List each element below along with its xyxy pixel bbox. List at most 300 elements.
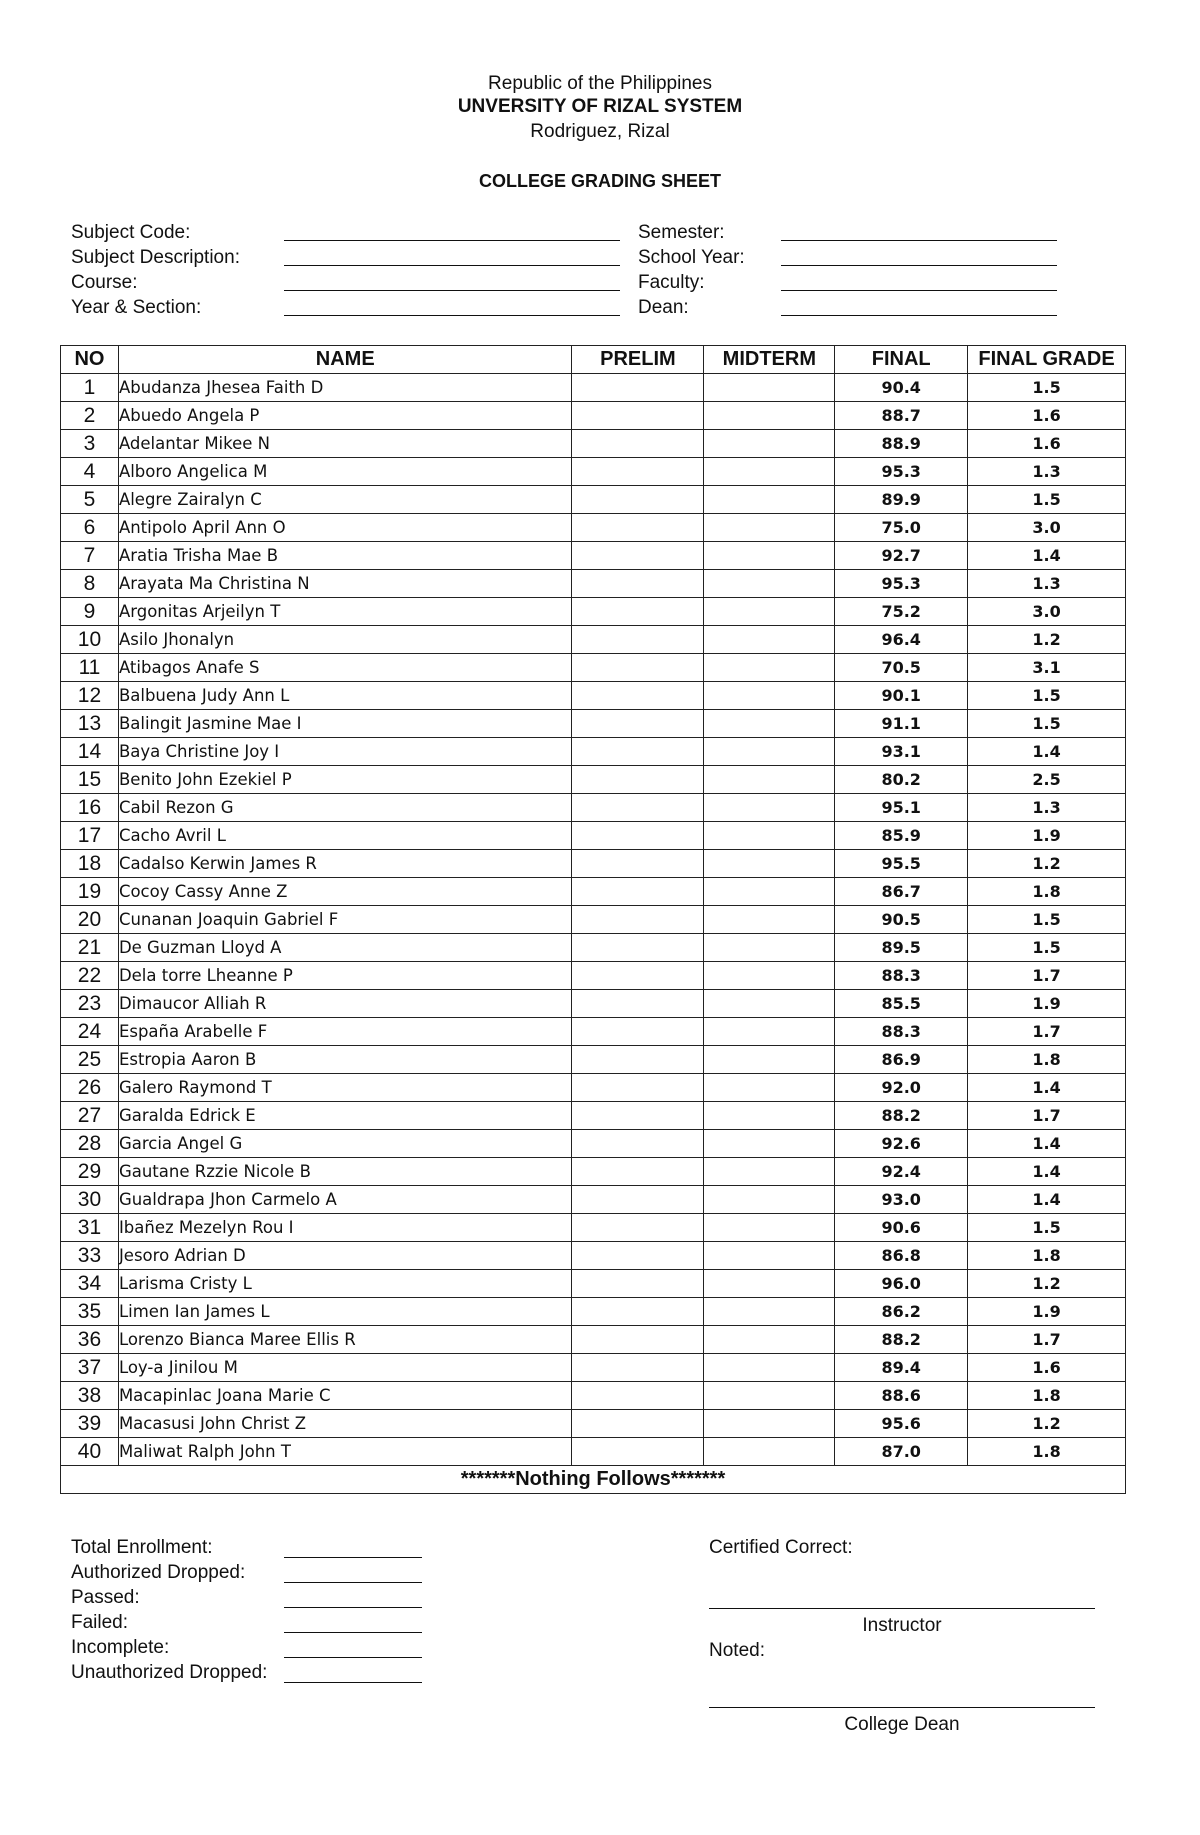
final-grade: 1.3 [968, 458, 1126, 486]
prelim-cell[interactable] [572, 794, 704, 822]
prelim-cell[interactable] [572, 1270, 704, 1298]
midterm-cell[interactable] [704, 1130, 835, 1158]
midterm-cell[interactable] [704, 738, 835, 766]
row-number: 5 [61, 486, 119, 514]
authorized-dropped-field[interactable] [284, 1582, 422, 1583]
row-number: 21 [61, 934, 119, 962]
authorized-dropped-label: Authorized Dropped: [71, 1562, 246, 1583]
table-row [61, 990, 1126, 1018]
semester-field[interactable] [781, 240, 1057, 241]
final-score: 88.2 [835, 1326, 968, 1354]
prelim-cell[interactable] [572, 962, 704, 990]
table-row [61, 654, 1126, 682]
final-score: 92.4 [835, 1158, 968, 1186]
final-grade: 1.4 [968, 542, 1126, 570]
student-name: Cacho Avril L [118, 822, 572, 850]
row-number: 35 [61, 1298, 119, 1326]
midterm-cell[interactable] [704, 430, 835, 458]
row-number: 28 [61, 1130, 119, 1158]
final-score: 90.1 [835, 682, 968, 710]
prelim-cell[interactable] [572, 878, 704, 906]
semester-label: Semester: [638, 222, 725, 243]
final-grade: 1.9 [968, 990, 1126, 1018]
subject-code-label: Subject Code: [71, 222, 191, 243]
student-name: Abuedo Angela P [118, 402, 572, 430]
final-score: 92.6 [835, 1130, 968, 1158]
faculty-field[interactable] [781, 290, 1057, 291]
student-name: De Guzman Lloyd A [118, 934, 572, 962]
midterm-cell[interactable] [704, 374, 835, 402]
header-no: NO [61, 346, 119, 374]
student-name: Macasusi John Christ Z [118, 1410, 572, 1438]
final-score: 95.1 [835, 794, 968, 822]
midterm-cell[interactable] [704, 1270, 835, 1298]
table-row [61, 738, 1126, 766]
final-score: 80.2 [835, 766, 968, 794]
dean-label: Dean: [638, 297, 689, 318]
final-grade: 1.2 [968, 1270, 1126, 1298]
table-row [61, 1410, 1126, 1438]
final-score: 93.1 [835, 738, 968, 766]
table-row [61, 570, 1126, 598]
student-name: Dela torre Lheanne P [118, 962, 572, 990]
prelim-cell[interactable] [572, 458, 704, 486]
midterm-cell[interactable] [704, 1018, 835, 1046]
midterm-cell[interactable] [704, 514, 835, 542]
final-grade: 1.8 [968, 1242, 1126, 1270]
midterm-cell[interactable] [704, 570, 835, 598]
final-score: 88.9 [835, 430, 968, 458]
midterm-cell[interactable] [704, 598, 835, 626]
student-name: Abudanza Jhesea Faith D [118, 374, 572, 402]
final-grade: 1.2 [968, 850, 1126, 878]
student-name: Estropia Aaron B [118, 1046, 572, 1074]
prelim-cell[interactable] [572, 1242, 704, 1270]
student-name: Ibañez Mezelyn Rou I [118, 1214, 572, 1242]
row-number: 36 [61, 1326, 119, 1354]
prelim-cell[interactable] [572, 906, 704, 934]
final-grade: 1.7 [968, 1326, 1126, 1354]
table-row [61, 374, 1126, 402]
prelim-cell[interactable] [572, 1410, 704, 1438]
table-row [61, 1130, 1126, 1158]
final-score: 87.0 [835, 1438, 968, 1466]
table-row [61, 766, 1126, 794]
incomplete-label: Incomplete: [71, 1637, 170, 1658]
table-row [61, 458, 1126, 486]
midterm-cell[interactable] [704, 1186, 835, 1214]
final-grade: 1.5 [968, 906, 1126, 934]
student-name: Alboro Angelica M [118, 458, 572, 486]
failed-field[interactable] [284, 1632, 422, 1633]
final-score: 75.2 [835, 598, 968, 626]
noted-label: Noted: [709, 1640, 765, 1661]
student-name: Argonitas Arjeilyn T [118, 598, 572, 626]
prelim-cell[interactable] [572, 1046, 704, 1074]
dean-field[interactable] [781, 315, 1057, 316]
table-row [61, 1354, 1126, 1382]
student-name: Aratia Trisha Mae B [118, 542, 572, 570]
final-grade: 1.3 [968, 570, 1126, 598]
prelim-cell[interactable] [572, 1214, 704, 1242]
final-grade: 3.1 [968, 654, 1126, 682]
sheet-title: COLLEGE GRADING SHEET [478, 171, 721, 191]
table-row [61, 598, 1126, 626]
final-grade: 1.8 [968, 878, 1126, 906]
faculty-label: Faculty: [638, 272, 705, 293]
campus-location: Rodriguez, Rizal [530, 121, 670, 142]
final-grade: 1.7 [968, 1018, 1126, 1046]
instructor-label: Instructor [862, 1615, 942, 1636]
student-name: Galero Raymond T [118, 1074, 572, 1102]
student-name: Adelantar Mikee N [118, 430, 572, 458]
final-grade: 1.5 [968, 374, 1126, 402]
prelim-cell[interactable] [572, 1158, 704, 1186]
student-name: Gualdrapa Jhon Carmelo A [118, 1186, 572, 1214]
table-row [61, 906, 1126, 934]
header-final-grade: FINAL GRADE [968, 346, 1126, 374]
final-score: 93.0 [835, 1186, 968, 1214]
student-name: Garalda Edrick E [118, 1102, 572, 1130]
final-grade: 1.7 [968, 1102, 1126, 1130]
row-number: 11 [61, 654, 119, 682]
midterm-cell[interactable] [704, 766, 835, 794]
row-number: 8 [61, 570, 119, 598]
midterm-cell[interactable] [704, 458, 835, 486]
prelim-cell[interactable] [572, 1102, 704, 1130]
final-score: 88.7 [835, 402, 968, 430]
table-row [61, 878, 1126, 906]
table-row [61, 822, 1126, 850]
final-score: 75.0 [835, 514, 968, 542]
student-name: Cunanan Joaquin Gabriel F [118, 906, 572, 934]
year-section-label: Year & Section: [71, 297, 202, 318]
student-name: Lorenzo Bianca Maree Ellis R [118, 1326, 572, 1354]
final-grade: 3.0 [968, 514, 1126, 542]
prelim-cell[interactable] [572, 710, 704, 738]
prelim-cell[interactable] [572, 766, 704, 794]
nothing-follows: *******Nothing Follows******* [61, 1466, 1126, 1494]
row-number: 31 [61, 1214, 119, 1242]
final-grade: 1.7 [968, 962, 1126, 990]
midterm-cell[interactable] [704, 1214, 835, 1242]
prelim-cell[interactable] [572, 1382, 704, 1410]
final-grade: 1.8 [968, 1046, 1126, 1074]
republic-line: Republic of the Philippines [488, 73, 712, 94]
student-name: Cabil Rezon G [118, 794, 572, 822]
prelim-cell[interactable] [572, 990, 704, 1018]
instructor-signature-line[interactable] [709, 1608, 1095, 1609]
midterm-cell[interactable] [704, 962, 835, 990]
final-grade: 1.6 [968, 430, 1126, 458]
row-number: 33 [61, 1242, 119, 1270]
row-number: 20 [61, 906, 119, 934]
row-number: 37 [61, 1354, 119, 1382]
midterm-cell[interactable] [704, 1242, 835, 1270]
final-grade: 1.9 [968, 822, 1126, 850]
table-row [61, 1074, 1126, 1102]
row-number: 12 [61, 682, 119, 710]
final-score: 92.0 [835, 1074, 968, 1102]
final-grade: 1.5 [968, 710, 1126, 738]
midterm-cell[interactable] [704, 1158, 835, 1186]
failed-label: Failed: [71, 1612, 129, 1633]
prelim-cell[interactable] [572, 570, 704, 598]
final-score: 88.6 [835, 1382, 968, 1410]
prelim-cell[interactable] [572, 654, 704, 682]
incomplete-field[interactable] [284, 1657, 422, 1658]
passed-field[interactable] [284, 1607, 422, 1608]
table-row [61, 794, 1126, 822]
final-score: 95.3 [835, 458, 968, 486]
midterm-cell[interactable] [704, 1046, 835, 1074]
course-field[interactable] [284, 290, 620, 291]
table-row [61, 402, 1126, 430]
final-score: 90.4 [835, 374, 968, 402]
row-number: 10 [61, 626, 119, 654]
prelim-cell[interactable] [572, 1130, 704, 1158]
row-number: 15 [61, 766, 119, 794]
header-midterm: MIDTERM [704, 346, 835, 374]
certified-correct-label: Certified Correct: [709, 1537, 853, 1558]
row-number: 38 [61, 1382, 119, 1410]
passed-label: Passed: [71, 1587, 140, 1608]
final-score: 90.6 [835, 1214, 968, 1242]
student-name: Garcia Angel G [118, 1130, 572, 1158]
final-grade: 1.8 [968, 1382, 1126, 1410]
final-grade: 2.5 [968, 766, 1126, 794]
final-score: 88.2 [835, 1102, 968, 1130]
student-name: Alegre Zairalyn C [118, 486, 572, 514]
table-row [61, 1438, 1126, 1466]
final-grade: 1.8 [968, 1438, 1126, 1466]
prelim-cell[interactable] [572, 626, 704, 654]
student-name: Baya Christine Joy I [118, 738, 572, 766]
row-number: 16 [61, 794, 119, 822]
final-score: 89.9 [835, 486, 968, 514]
midterm-cell[interactable] [704, 1382, 835, 1410]
student-name: Macapinlac Joana Marie C [118, 1382, 572, 1410]
row-number: 7 [61, 542, 119, 570]
final-score: 92.7 [835, 542, 968, 570]
final-grade: 1.5 [968, 486, 1126, 514]
prelim-cell[interactable] [572, 486, 704, 514]
midterm-cell[interactable] [704, 906, 835, 934]
table-row [61, 1018, 1126, 1046]
final-score: 95.6 [835, 1410, 968, 1438]
final-score: 86.7 [835, 878, 968, 906]
final-grade: 1.5 [968, 934, 1126, 962]
prelim-cell[interactable] [572, 374, 704, 402]
prelim-cell[interactable] [572, 430, 704, 458]
student-name: Benito John Ezekiel P [118, 766, 572, 794]
final-grade: 1.5 [968, 682, 1126, 710]
prelim-cell[interactable] [572, 1354, 704, 1382]
midterm-cell[interactable] [704, 654, 835, 682]
prelim-cell[interactable] [572, 682, 704, 710]
final-score: 85.9 [835, 822, 968, 850]
student-name: Limen Ian James L [118, 1298, 572, 1326]
final-score: 85.5 [835, 990, 968, 1018]
midterm-cell[interactable] [704, 794, 835, 822]
row-number: 4 [61, 458, 119, 486]
row-number: 6 [61, 514, 119, 542]
midterm-cell[interactable] [704, 682, 835, 710]
header-name: NAME [118, 346, 572, 374]
school-year-label: School Year: [638, 247, 745, 268]
row-number: 19 [61, 878, 119, 906]
midterm-cell[interactable] [704, 1298, 835, 1326]
subject-description-field[interactable] [284, 265, 620, 266]
row-number: 23 [61, 990, 119, 1018]
table-row [61, 1046, 1126, 1074]
table-row [61, 1158, 1126, 1186]
table-row [61, 1382, 1126, 1410]
final-grade: 1.4 [968, 1158, 1126, 1186]
prelim-cell[interactable] [572, 402, 704, 430]
row-number: 9 [61, 598, 119, 626]
midterm-cell[interactable] [704, 1438, 835, 1466]
unauthorized-dropped-field[interactable] [284, 1682, 422, 1683]
final-score: 95.5 [835, 850, 968, 878]
midterm-cell[interactable] [704, 402, 835, 430]
course-label: Course: [71, 272, 138, 293]
dean-signature-line[interactable] [709, 1707, 1095, 1708]
row-number: 30 [61, 1186, 119, 1214]
final-score: 96.0 [835, 1270, 968, 1298]
midterm-cell[interactable] [704, 1354, 835, 1382]
prelim-cell[interactable] [572, 1438, 704, 1466]
table-row [61, 486, 1126, 514]
table-row [61, 1298, 1126, 1326]
midterm-cell[interactable] [704, 1410, 835, 1438]
final-score: 91.1 [835, 710, 968, 738]
midterm-cell[interactable] [704, 1074, 835, 1102]
row-number: 39 [61, 1410, 119, 1438]
table-row [61, 1242, 1126, 1270]
student-name: Gautane Rzzie Nicole B [118, 1158, 572, 1186]
header-prelim: PRELIM [572, 346, 704, 374]
row-number: 34 [61, 1270, 119, 1298]
row-number: 1 [61, 374, 119, 402]
table-row [61, 542, 1126, 570]
midterm-cell[interactable] [704, 822, 835, 850]
total-enrollment-label: Total Enrollment: [71, 1537, 213, 1558]
prelim-cell[interactable] [572, 514, 704, 542]
table-row [61, 682, 1126, 710]
student-name: Cadalso Kerwin James R [118, 850, 572, 878]
midterm-cell[interactable] [704, 1326, 835, 1354]
final-grade: 1.4 [968, 1186, 1126, 1214]
row-number: 3 [61, 430, 119, 458]
college-dean-label: College Dean [844, 1714, 960, 1735]
table-row [61, 430, 1126, 458]
prelim-cell[interactable] [572, 850, 704, 878]
table-row [61, 934, 1126, 962]
prelim-cell[interactable] [572, 1018, 704, 1046]
prelim-cell[interactable] [572, 598, 704, 626]
row-number: 27 [61, 1102, 119, 1130]
row-number: 40 [61, 1438, 119, 1466]
total-enrollment-field[interactable] [284, 1557, 422, 1558]
row-number: 26 [61, 1074, 119, 1102]
student-name: Cocoy Cassy Anne Z [118, 878, 572, 906]
final-grade: 1.2 [968, 626, 1126, 654]
final-score: 89.4 [835, 1354, 968, 1382]
student-name: Larisma Cristy L [118, 1270, 572, 1298]
final-grade: 1.3 [968, 794, 1126, 822]
midterm-cell[interactable] [704, 710, 835, 738]
row-number: 2 [61, 402, 119, 430]
table-row [61, 710, 1126, 738]
prelim-cell[interactable] [572, 1326, 704, 1354]
year-section-field[interactable] [284, 315, 620, 316]
student-name: España Arabelle F [118, 1018, 572, 1046]
final-grade: 1.5 [968, 1214, 1126, 1242]
prelim-cell[interactable] [572, 822, 704, 850]
final-grade: 1.6 [968, 1354, 1126, 1382]
final-grade: 3.0 [968, 598, 1126, 626]
table-row [61, 514, 1126, 542]
table-row [61, 850, 1126, 878]
prelim-cell[interactable] [572, 738, 704, 766]
header-final: FINAL [835, 346, 968, 374]
row-number: 18 [61, 850, 119, 878]
university-name: UNVERSITY OF RIZAL SYSTEM [457, 96, 743, 117]
table-row [61, 1186, 1126, 1214]
final-score: 70.5 [835, 654, 968, 682]
midterm-cell[interactable] [704, 990, 835, 1018]
midterm-cell[interactable] [704, 1102, 835, 1130]
midterm-cell[interactable] [704, 878, 835, 906]
prelim-cell[interactable] [572, 1298, 704, 1326]
final-grade: 1.9 [968, 1298, 1126, 1326]
final-grade: 1.4 [968, 1074, 1126, 1102]
row-number: 25 [61, 1046, 119, 1074]
student-name: Asilo Jhonalyn [118, 626, 572, 654]
prelim-cell[interactable] [572, 1186, 704, 1214]
row-number: 29 [61, 1158, 119, 1186]
table-row [61, 1270, 1126, 1298]
final-score: 86.2 [835, 1298, 968, 1326]
school-year-field[interactable] [781, 265, 1057, 266]
student-name: Loy-a Jinilou M [118, 1354, 572, 1382]
midterm-cell[interactable] [704, 934, 835, 962]
final-score: 86.9 [835, 1046, 968, 1074]
final-score: 96.4 [835, 626, 968, 654]
table-row [61, 1102, 1126, 1130]
grades-table [60, 345, 1126, 1494]
prelim-cell[interactable] [572, 934, 704, 962]
subject-code-field[interactable] [284, 240, 620, 241]
midterm-cell[interactable] [704, 486, 835, 514]
final-grade: 1.4 [968, 738, 1126, 766]
midterm-cell[interactable] [704, 626, 835, 654]
midterm-cell[interactable] [704, 850, 835, 878]
final-grade: 1.2 [968, 1410, 1126, 1438]
table-row [61, 626, 1126, 654]
final-grade: 1.6 [968, 402, 1126, 430]
student-name: Antipolo April Ann O [118, 514, 572, 542]
midterm-cell[interactable] [704, 542, 835, 570]
student-name: Maliwat Ralph John T [118, 1438, 572, 1466]
prelim-cell[interactable] [572, 1074, 704, 1102]
row-number: 14 [61, 738, 119, 766]
table-row [61, 1214, 1126, 1242]
subject-description-label: Subject Description: [71, 247, 240, 268]
prelim-cell[interactable] [572, 542, 704, 570]
student-name: Jesoro Adrian D [118, 1242, 572, 1270]
